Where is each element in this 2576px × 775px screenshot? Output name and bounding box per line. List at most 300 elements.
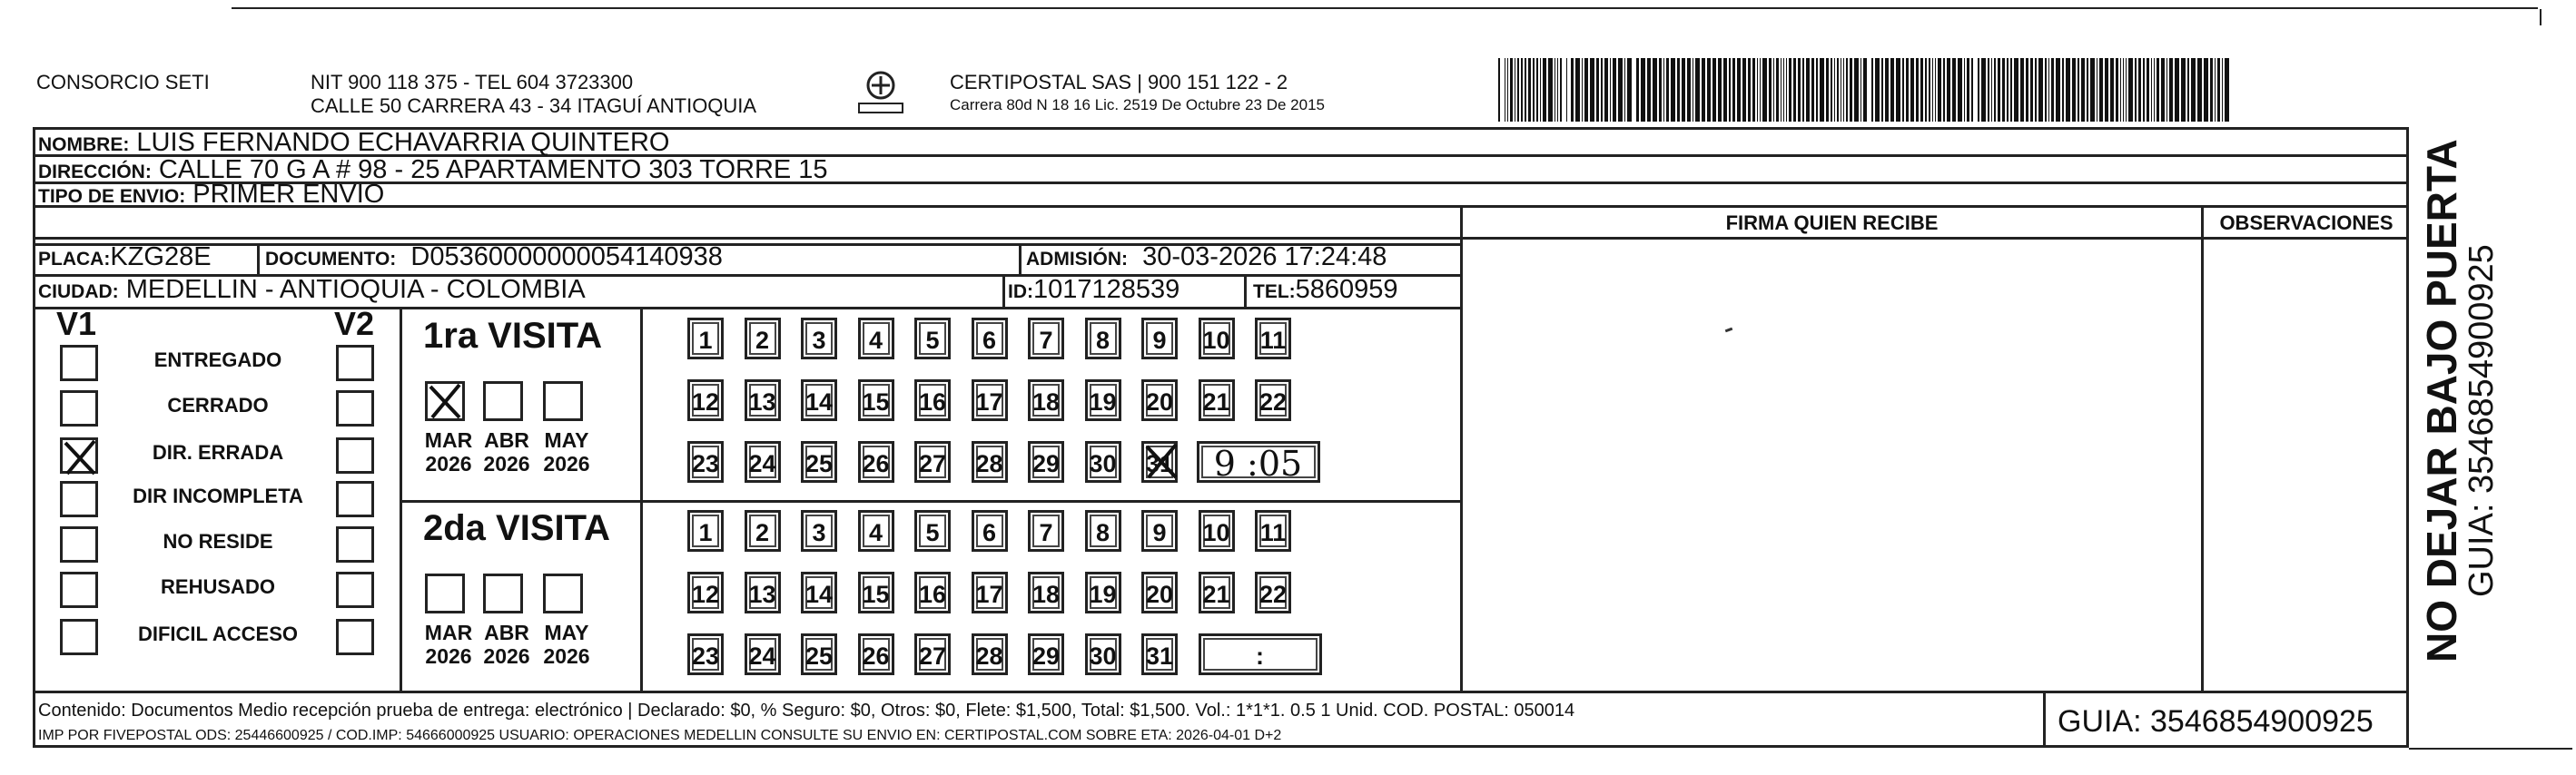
handwritten-x-mark (60, 437, 100, 477)
month-year: 2026 (543, 644, 590, 668)
day-box[interactable]: 27 (914, 633, 951, 675)
barcode-bar (1528, 58, 1531, 122)
barcode-bar (1742, 58, 1746, 122)
barcode-bar (2002, 58, 2005, 122)
handwritten-x-mark (425, 381, 465, 421)
barcode-bar (1757, 58, 1758, 122)
barcode-bar (1548, 58, 1553, 122)
barcode-bar (1896, 58, 1900, 122)
placa-cell (38, 241, 212, 275)
month-label (538, 621, 596, 668)
barcode-bar (1916, 58, 1919, 122)
barcode-bar (1943, 58, 1945, 122)
direccion-value: CALLE 70 G A # 98 - 25 APARTAMENTO 303 TORRE 15 (158, 155, 828, 184)
barcode-bar (1783, 58, 1784, 122)
status-label: ENTREGADO (153, 348, 282, 371)
barcode-bar (1671, 58, 1675, 122)
barcode-bar (1575, 58, 1580, 122)
barcode-bar (2051, 58, 2054, 122)
day-box[interactable]: 20 (1141, 572, 1178, 613)
status-label: NO RESIDE (163, 530, 273, 553)
placa-label: PLACA: (38, 249, 111, 270)
barcode-bar (1981, 58, 1986, 122)
barcode-bar (1618, 58, 1623, 122)
barcode-bar (1663, 58, 1664, 122)
barcode-bar (1702, 58, 1705, 122)
admision-cell (1026, 241, 1387, 275)
month-name: ABR (484, 428, 529, 452)
status-label: DIR. ERRADA (152, 441, 284, 464)
barcode-bar (2035, 58, 2037, 122)
barcode-bar (2128, 58, 2133, 122)
month-checkbox[interactable] (425, 381, 465, 421)
barcode-bar (1816, 58, 1818, 122)
side-guia: GUIA: 3546854900925 (2462, 244, 2501, 597)
barcode-bar (2135, 58, 2137, 122)
col-line (257, 243, 260, 274)
day-box[interactable]: 15 (858, 379, 894, 421)
day-box[interactable]: 26 (858, 441, 894, 483)
company-name: CONSORCIO SETI (36, 71, 210, 93)
day-box[interactable]: 2 (745, 318, 781, 359)
barcode-bar (1748, 58, 1751, 122)
barcode-bar (1584, 58, 1588, 122)
month-checkbox[interactable] (483, 574, 523, 613)
barcode-bar (2038, 58, 2043, 122)
v2-label: V2 (334, 305, 375, 342)
barcode-bar (2062, 58, 2064, 122)
barcode-bar (1947, 58, 1950, 122)
barcode-bar (1533, 58, 1535, 122)
barcode-bar (1507, 58, 1508, 122)
day-box[interactable]: 11 (1255, 318, 1291, 359)
day-box[interactable]: 15 (858, 572, 894, 613)
day-box[interactable]: 5 (914, 510, 951, 552)
month-checkbox[interactable] (543, 574, 583, 613)
barcode-bar (1806, 58, 1810, 122)
month-checkbox[interactable] (483, 381, 523, 421)
day-box[interactable]: 27 (914, 441, 951, 483)
v1-label: V1 (56, 305, 97, 342)
barcode-bar (1798, 58, 1801, 122)
barcode-bar (2078, 58, 2079, 122)
day-box[interactable]: 11 (1255, 510, 1291, 552)
day-box[interactable]: 22 (1255, 572, 1291, 613)
barcode-bar (2123, 58, 2124, 122)
month-name: MAY (544, 428, 589, 452)
id-label: ID: (1008, 281, 1033, 302)
day-box[interactable]: 21 (1199, 572, 1235, 613)
v2-checkbox[interactable] (336, 526, 374, 563)
barcode-bar (1521, 58, 1523, 122)
barcode-bar (1885, 58, 1889, 122)
tel-cell (1253, 274, 1398, 308)
barcode-bar (1971, 58, 1973, 122)
day-box[interactable]: 23 (687, 441, 724, 483)
barcode-bar (1938, 58, 1941, 122)
barcode-bar (1929, 58, 1930, 122)
barcode-bar (1863, 58, 1867, 122)
day-box[interactable]: 12 (687, 572, 724, 613)
month-name: MAR (424, 428, 473, 452)
barcode-bar (2010, 58, 2012, 122)
nit-line2: CALLE 50 CARRERA 43 - 34 ITAGUÍ ANTIOQUIA (311, 94, 757, 117)
v2-checkbox[interactable] (336, 572, 374, 608)
documento-value: D05360000000054140938 (410, 242, 723, 271)
day-box[interactable]: 8 (1085, 318, 1121, 359)
barcode-bar (2217, 58, 2220, 122)
barcode-bar (2181, 58, 2186, 122)
month-year: 2026 (425, 644, 472, 668)
observaciones-area[interactable] (2204, 240, 2409, 691)
barcode-bar (1890, 58, 1894, 122)
barcode-bar (1958, 58, 1962, 122)
day-box[interactable]: 16 (914, 379, 951, 421)
barcode-bar (1906, 58, 1909, 122)
barcode-bar (2204, 58, 2208, 122)
barcode-bar (1802, 58, 1804, 122)
day-box[interactable]: 3 (801, 318, 837, 359)
day-box[interactable]: 18 (1028, 572, 1064, 613)
day-box[interactable]: 12 (687, 379, 724, 421)
barcode-bar (1998, 58, 2000, 122)
barcode-bar (2066, 58, 2070, 122)
day-box[interactable]: 28 (972, 441, 1008, 483)
barcode-bar (1666, 58, 1669, 122)
day-box[interactable]: 23 (687, 633, 724, 675)
day-box[interactable]: 24 (745, 633, 781, 675)
barcode-bar (1952, 58, 1956, 122)
barcode-bar (1712, 58, 1716, 122)
barcode-bar (2151, 58, 2152, 122)
day-box[interactable]: 21 (1199, 379, 1235, 421)
footer-contenido: Contenido: Documentos Medio recepción prueba de entrega: electrónico | Declarado: $0, % Seguro: $0, Otros: $0, Flete: $1,500, Total: $1,500. Vol.: 1*1*1. 0.5 1 Unid. COD. POSTAL: 050014 (38, 701, 1575, 721)
no-dejar-bajo-puerta: NO DEJAR BAJO PUERTA (2418, 139, 2465, 662)
direccion-label: DIRECCIÓN: (38, 162, 152, 182)
barcode-bar (2087, 58, 2088, 122)
barcode-bar (1978, 58, 1979, 122)
month-label (478, 428, 536, 476)
barcode-bar (2187, 58, 2189, 122)
footer-imp: IMP POR FIVEPOSTAL ODS: 25446600925 / COD.IMP: 54666000925 USUARIO: OPERACIONES MEDELLIN CONSULTE SU ENVIO EN: CERTIPOSTAL.COM SOBRE ETA: 2026-04-01 D+2 (38, 728, 1282, 743)
v1-checkbox[interactable] (60, 619, 98, 655)
barcode-bar (1920, 58, 1923, 122)
day-box[interactable]: 13 (745, 379, 781, 421)
day-box[interactable]: 4 (858, 318, 894, 359)
barcode-bar (1994, 58, 1996, 122)
day-box[interactable]: 29 (1028, 633, 1064, 675)
ciudad-cell (38, 274, 586, 308)
v1-checkbox[interactable] (60, 526, 98, 563)
barcode-bar (1826, 58, 1829, 122)
row-line (33, 691, 2409, 693)
barcode-bar (2210, 58, 2213, 122)
barcode-bar (1627, 58, 1632, 122)
month-year: 2026 (425, 452, 472, 476)
day-box[interactable]: 25 (801, 441, 837, 483)
month-year: 2026 (483, 452, 530, 476)
barcode-bar (1752, 58, 1755, 122)
day-box-31-marked[interactable]: 31 (1141, 441, 1178, 483)
barcode-bar (1707, 58, 1711, 122)
barcode-bar (2056, 58, 2060, 122)
day-box[interactable]: 17 (972, 379, 1008, 421)
barcode-bar (1967, 58, 1969, 122)
barcode-bar (1760, 58, 1761, 122)
month-name: ABR (484, 621, 529, 644)
day-box[interactable]: 6 (972, 510, 1008, 552)
day-box[interactable]: 31 (1141, 633, 1178, 675)
barcode-bar (1571, 58, 1574, 122)
section-line (402, 500, 1460, 503)
day-box[interactable]: 24 (745, 441, 781, 483)
barcode-bar (1687, 58, 1691, 122)
barcode-bar (2020, 58, 2024, 122)
month-year: 2026 (483, 644, 530, 668)
certipostal-line2: Carrera 80d N 18 16 Lic. 2519 De Octubre 23 De 2015 (950, 96, 1325, 113)
day-box[interactable]: 10 (1199, 318, 1235, 359)
v2-checkbox[interactable] (336, 619, 374, 655)
barcode-bar (2072, 58, 2076, 122)
handwritten-x-mark (1141, 441, 1181, 481)
id-cell (1008, 274, 1179, 308)
day-box[interactable]: 30 (1085, 633, 1121, 675)
month-label (538, 428, 596, 476)
footer-guia: GUIA: 3546854900925 (2058, 704, 2374, 739)
barcode-bar (2120, 58, 2121, 122)
barcode-bar (2197, 58, 2202, 122)
barcode-bar (1543, 58, 1546, 122)
ciudad-label: CIUDAD: (38, 281, 119, 302)
ciudad-value: MEDELLIN - ANTIOQUIA - COLOMBIA (125, 275, 586, 304)
barcode-bar (2222, 58, 2223, 122)
month-label (419, 621, 478, 668)
barcode-bar (1682, 58, 1685, 122)
day-box[interactable]: 19 (1085, 572, 1121, 613)
barcode-bar (1988, 58, 1989, 122)
barcode-bar (2007, 58, 2008, 122)
barcode-bar (2081, 58, 2085, 122)
barcode-bar (1601, 58, 1603, 122)
bottom-rule (2409, 748, 2572, 750)
barcode-bar (2215, 58, 2216, 122)
barcode-bar (2030, 58, 2033, 122)
admision-value: 30-03-2026 17:24:48 (1142, 242, 1387, 271)
month-checkbox[interactable] (543, 381, 583, 421)
month-checkbox[interactable] (425, 574, 465, 613)
barcode-bar (1769, 58, 1772, 122)
barcode-bar (1793, 58, 1796, 122)
day-box[interactable]: 14 (801, 379, 837, 421)
barcode (1498, 58, 2234, 122)
time-handwritten[interactable]: 9 :05 (1197, 441, 1320, 483)
barcode-bar (2138, 58, 2141, 122)
col-line (1019, 243, 1022, 274)
day-box[interactable]: 17 (972, 572, 1008, 613)
day-box[interactable]: 14 (801, 572, 837, 613)
v1-checkbox[interactable] (60, 390, 98, 427)
placa-value: KZG28E (110, 242, 212, 271)
visit2-title: 2da VISITA (423, 508, 610, 548)
barcode-bar (1831, 58, 1832, 122)
section-line (400, 307, 402, 691)
day-box[interactable]: 9 (1141, 510, 1178, 552)
section-line (640, 307, 643, 691)
documento-label: DOCUMENTO: (265, 249, 397, 270)
barcode-bar (2045, 58, 2047, 122)
day-box[interactable]: 8 (1085, 510, 1121, 552)
day-box[interactable]: 28 (972, 633, 1008, 675)
barcode-bar (1850, 58, 1852, 122)
day-box[interactable]: 29 (1028, 441, 1064, 483)
status-label: CERRADO (167, 394, 269, 417)
barcode-bar (2166, 58, 2167, 122)
tipo-row (38, 179, 384, 212)
barcode-bar (1910, 58, 1914, 122)
barcode-bar (1773, 58, 1774, 122)
barcode-bar (1723, 58, 1727, 122)
barcode-bar (1991, 58, 1992, 122)
barcode-bar (1525, 58, 1526, 122)
v2-checkbox[interactable] (336, 481, 374, 517)
barcode-bar (1560, 58, 1562, 122)
barcode-bar (2090, 58, 2095, 122)
barcode-bar (1843, 58, 1844, 122)
barcode-bar (1932, 58, 1933, 122)
barcode-bar (1517, 58, 1519, 122)
day-box[interactable]: 1 (687, 318, 724, 359)
barcode-bar (1834, 58, 1835, 122)
barcode-bar (1695, 58, 1700, 122)
barcode-bar (1566, 58, 1567, 122)
time-box[interactable]: : (1199, 633, 1322, 675)
day-box[interactable]: 3 (801, 510, 837, 552)
id-value: 1017128539 (1033, 275, 1180, 304)
v1-checkbox[interactable] (60, 345, 98, 381)
v2-checkbox[interactable] (336, 390, 374, 427)
documento-cell (265, 241, 723, 275)
barcode-bar (1613, 58, 1616, 122)
day-box[interactable]: 16 (914, 572, 951, 613)
barcode-bar (1636, 58, 1639, 122)
barcode-bar (1871, 58, 1873, 122)
day-box[interactable]: 5 (914, 318, 951, 359)
month-year: 2026 (543, 452, 590, 476)
barcode-bar (1737, 58, 1741, 122)
visit1-title: 1ra VISITA (423, 316, 603, 356)
firma-area[interactable] (1463, 240, 2201, 691)
day-box[interactable]: 20 (1141, 379, 1178, 421)
barcode-bar (2126, 58, 2127, 122)
barcode-bar (2191, 58, 2196, 122)
day-box[interactable]: 10 (1199, 510, 1235, 552)
barcode-bar (1540, 58, 1541, 122)
footer-guia-sep (2043, 691, 2046, 748)
barcode-bar (2116, 58, 2118, 122)
barcode-bar (1881, 58, 1883, 122)
day-box[interactable]: 2 (745, 510, 781, 552)
day-box[interactable]: 7 (1028, 318, 1064, 359)
day-box[interactable]: 25 (801, 633, 837, 675)
barcode-bar (1964, 58, 1965, 122)
tel-value: 5860959 (1295, 275, 1398, 304)
day-box[interactable]: 18 (1028, 379, 1064, 421)
barcode-bar (1837, 58, 1839, 122)
barcode-bar (1902, 58, 1904, 122)
barcode-bar (1820, 58, 1824, 122)
month-label (419, 428, 478, 476)
v1-checkbox[interactable] (60, 437, 98, 474)
v2-checkbox[interactable] (336, 437, 374, 474)
nit-line1: NIT 900 118 375 - TEL 604 3723300 (311, 71, 634, 93)
day-box[interactable]: 7 (1028, 510, 1064, 552)
day-box[interactable]: 22 (1255, 379, 1291, 421)
v1-checkbox[interactable] (60, 572, 98, 608)
barcode-bar (2175, 58, 2179, 122)
month-label (478, 621, 536, 668)
day-box[interactable]: 9 (1141, 318, 1178, 359)
row-line (33, 205, 2409, 208)
barcode-bar (2154, 58, 2155, 122)
barcode-bar (2169, 58, 2173, 122)
firma-label: FIRMA QUIEN RECIBE (1725, 211, 1939, 234)
barcode-bar (1604, 58, 1608, 122)
barcode-bar (1498, 58, 1500, 122)
barcode-bar (1789, 58, 1791, 122)
barcode-bar (2110, 58, 2114, 122)
certipostal-line1: CERTIPOSTAL SAS | 900 151 122 - 2 (950, 71, 1288, 93)
v2-checkbox[interactable] (336, 345, 374, 381)
barcode-bar (1582, 58, 1583, 122)
barcode-bar (2161, 58, 2165, 122)
barcode-bar (1786, 58, 1787, 122)
barcode-bar (1860, 58, 1861, 122)
barcode-bar (2105, 58, 2108, 122)
day-box[interactable]: 19 (1085, 379, 1121, 421)
nombre-value: LUIS FERNANDO ECHAVARRIA QUINTERO (136, 128, 670, 157)
barcode-bar (1624, 58, 1625, 122)
day-box[interactable]: 1 (687, 510, 724, 552)
status-label: REHUSADO (161, 575, 275, 598)
barcode-bar (1590, 58, 1594, 122)
status-label: DIR INCOMPLETA (133, 485, 303, 507)
day-box[interactable]: 26 (858, 633, 894, 675)
barcode-bar (1677, 58, 1680, 122)
v1-checkbox[interactable] (60, 481, 98, 517)
col-line (1002, 274, 1005, 307)
day-box[interactable]: 13 (745, 572, 781, 613)
month-name: MAR (424, 621, 473, 644)
month-name: MAY (544, 621, 589, 644)
admision-label: ADMISIÓN: (1026, 249, 1128, 270)
day-box[interactable]: 30 (1085, 441, 1121, 483)
barcode-bar (1854, 58, 1859, 122)
barcode-bar (1718, 58, 1722, 122)
certipostal-logo-icon (854, 65, 908, 120)
nombre-label: NOMBRE: (38, 134, 130, 155)
col-line (1244, 274, 1247, 307)
day-box[interactable]: 4 (858, 510, 894, 552)
barcode-bar (1811, 58, 1814, 122)
day-box[interactable]: 6 (972, 318, 1008, 359)
barcode-bar (1641, 58, 1645, 122)
barcode-bar (2143, 58, 2145, 122)
barcode-bar (1653, 58, 1657, 122)
barcode-bar (1536, 58, 1538, 122)
barcode-bar (2157, 58, 2159, 122)
top-tick (2540, 9, 2541, 25)
barcode-bar (1732, 58, 1735, 122)
